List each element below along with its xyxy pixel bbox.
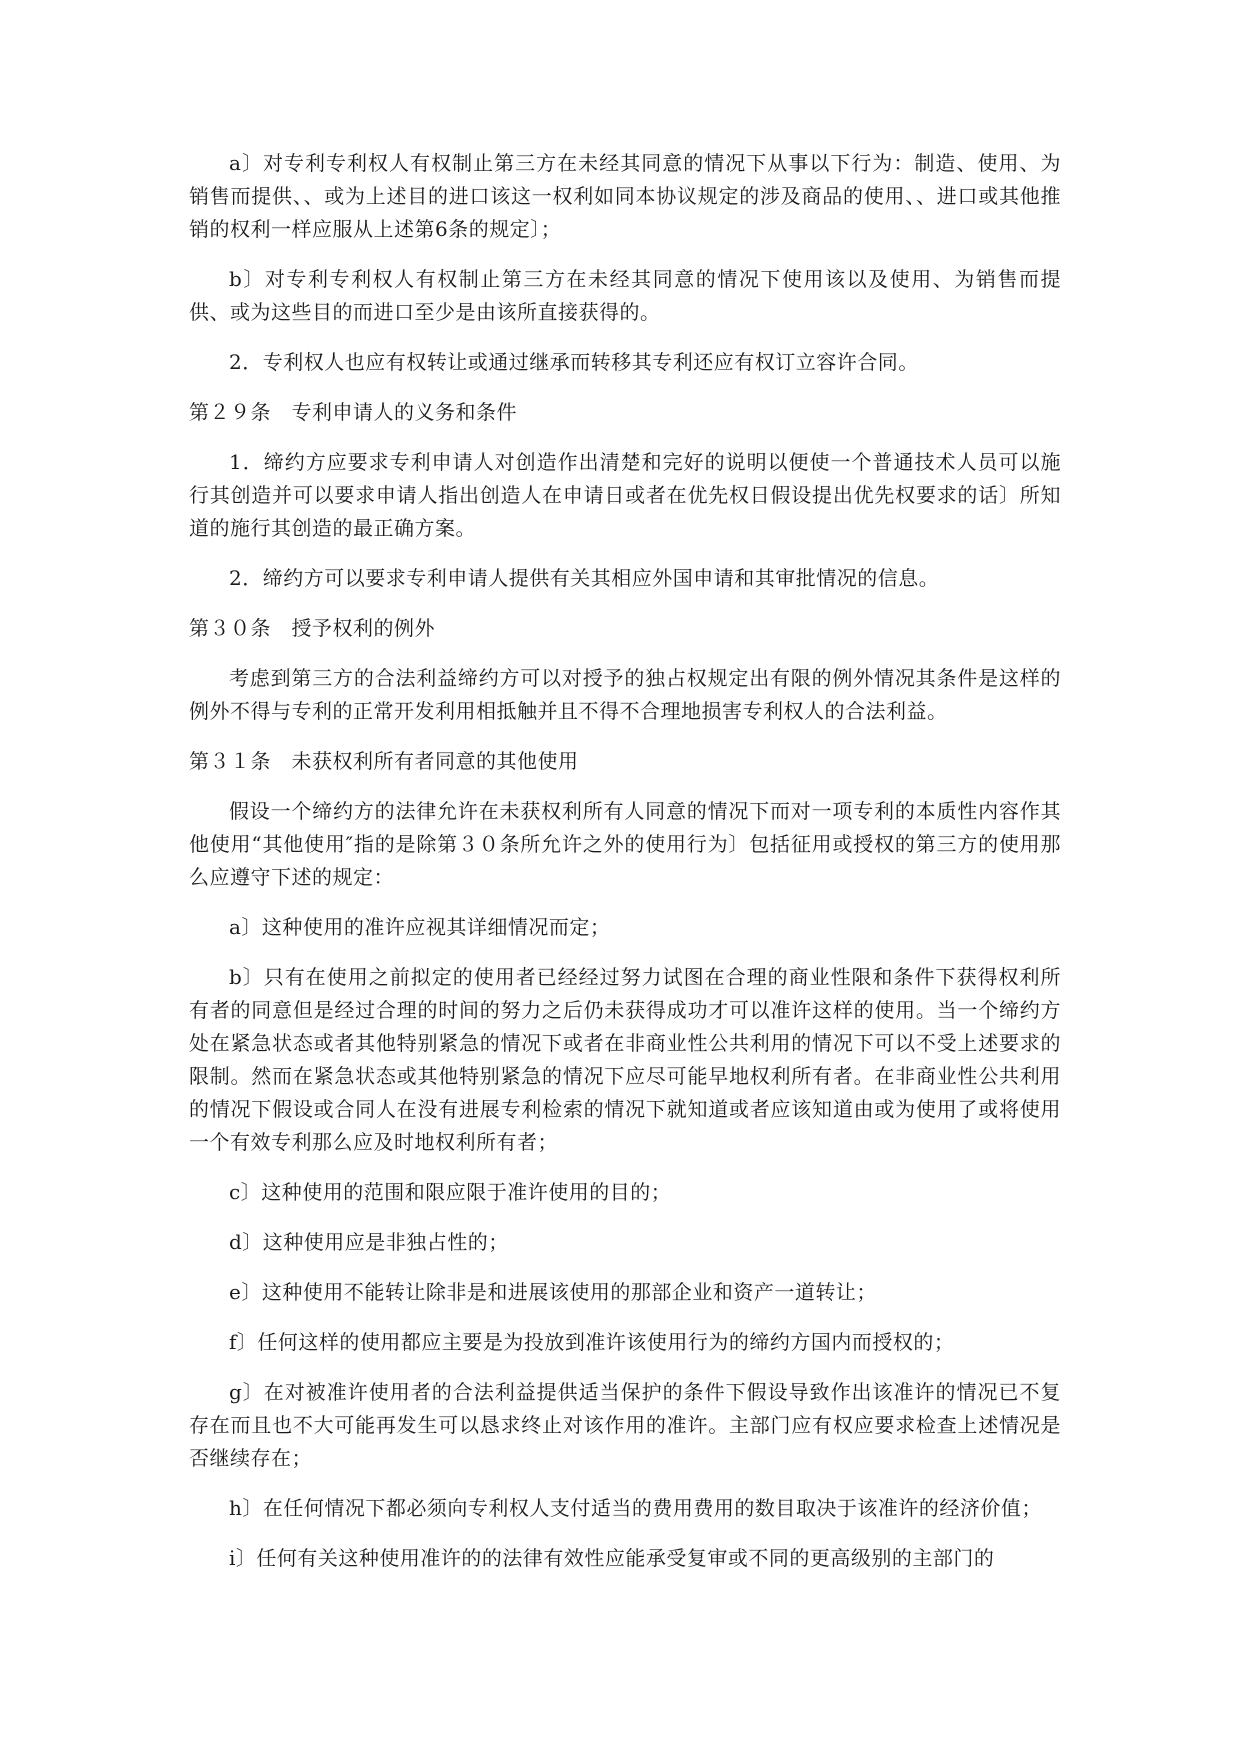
paragraph-29-1: 1．缔约方应要求专利申请人对创造作出清楚和完好的说明以便使一个普通技术人员可以施行其创造并可以要求申请人指出创造人在申请日或者在优先权日假设提出优先权要求的话〕所知道的施行其创造的最正确方案。 (189, 450, 1061, 540)
paragraph-31-b: b〕只有在使用之前拟定的使用者已经经过努力试图在合理的商业性限和条件下获得权利所有者的同意但是经过合理的时间的努力之后仍未获得成功才可以准许这样的使用。当一个缔约方处在紧急状态或者其他特别紧急的情况下或者在非商业性公共利用的情况下可以不受上述要求的限制。然而在紧急状态或其他特别紧急的情况下应尽可能早地权利所有者。在非商业性公共利用的情况下假设或合同人在没有进展专利检索的情况下就知道或者应该知道由或为使用了或将使用一个有效专利那么应及时地权利所有者； (189, 965, 1061, 1154)
paragraph-31-a: a〕这种使用的准许应视其详细情况而定； (229, 915, 611, 939)
paragraph-31-i: i〕任何有关这种使用准许的的法律有效性应能承受复审或不同的更高级别的主部门的 (229, 1546, 995, 1570)
paragraph-28-1b: b〕对专利专利权人有权制止第三方在未经其同意的情况下使用该以及使用、为销售而提供、或为这些目的而进口至少是由该所直接获得的。 (189, 267, 1061, 324)
article-30-heading: 第３０条 授予权利的例外 (189, 616, 435, 640)
article-31-heading: 第３１条 未获权利所有者同意的其他使用 (189, 749, 579, 773)
paragraph-31-d: d〕这种使用应是非独占性的； (229, 1230, 509, 1254)
paragraph-29-2: 2．缔约方可以要求专利申请人提供有关其相应外国申请和其审批情况的信息。 (229, 566, 940, 590)
paragraph-31-f: f〕任何这样的使用都应主要是为投放到准许该使用行为的缔约方国内而授权的； (229, 1330, 955, 1354)
document-body (189, 147, 1061, 1592)
paragraph-31-c: c〕这种使用的范围和限应限于准许使用的目的； (229, 1180, 672, 1204)
paragraph-28-1a: a〕对专利专利权人有权制止第三方在未经其同意的情况下从事以下行为：制造、使用、为销售而提供、、或为上述目的进口该这一权利如同本协议规定的涉及商品的使用、、进口或其他推销的权利一样应服从上述第6条的规定〕； (189, 151, 1061, 241)
paragraph-31-e: e〕这种使用不能转让除非是和进展该使用的那部企业和资产一道转让； (229, 1280, 877, 1304)
paragraph-28-2: 2．专利权人也应有权转让或通过继承而转移其专利还应有权订立容许合同。 (229, 350, 919, 374)
paragraph-31-h: h〕在任何情况下都必须向专利权人支付适当的费用费用的数目取决于该准许的经济价值； (229, 1496, 1042, 1520)
paragraph-31-intro: 假设一个缔约方的法律允许在未获权利所有人同意的情况下而对一项专利的本质性内容作其他使用“其他使用″指的是除第３０条所允许之外的使用行为〕包括征用或授权的第三方的使用那么应遵守下述的规定： (189, 799, 1061, 889)
paragraph-31-g: g〕在对被准许使用者的合法利益提供适当保护的条件下假设导致作出该准许的情况已不复存在而且也不大可能再发生可以恳求终止对该作用的准许。主部门应有权应要求检查上述情况是否继续存在； (189, 1380, 1061, 1470)
article-29-heading: 第２９条 专利申请人的义务和条件 (189, 400, 517, 424)
paragraph-30: 考虑到第三方的合法利益缔约方可以对授予的独占权规定出有限的例外情况其条件是这样的例外不得与专利的正常开发利用相抵触并且不得不合理地损害专利权人的合法利益。 (189, 666, 1061, 723)
